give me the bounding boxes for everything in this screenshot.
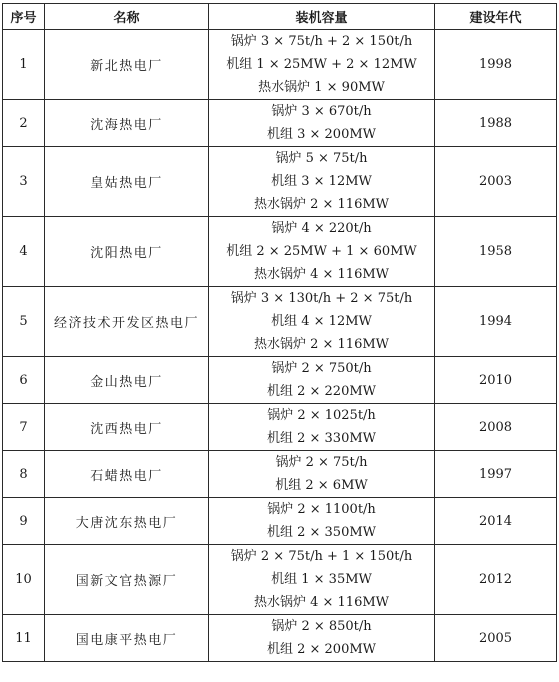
cell-seq: 10 [3, 545, 45, 615]
cell-year: 1998 [435, 30, 557, 100]
cell-plant-name: 新北热电厂 [45, 30, 209, 100]
table-row [3, 498, 557, 545]
cell-seq: 5 [3, 287, 45, 357]
capacity-line: 机组 1 × 25MW + 2 × 12MW [226, 57, 417, 72]
capacity-line: 机组 1 × 35MW [271, 572, 372, 587]
capacity-line: 机组 2 × 330MW [266, 431, 377, 446]
cell-seq: 6 [3, 357, 45, 404]
cell-capacity [209, 451, 435, 498]
cell-plant-name: 大唐沈东热电厂 [45, 498, 209, 545]
cell-seq: 1 [3, 30, 45, 100]
capacity-line: 热水锅炉 2 × 116MW [253, 337, 390, 352]
capacity-line: 锅炉 3 × 670t/h [271, 104, 372, 119]
table-body [3, 30, 557, 662]
cell-year: 2010 [435, 357, 557, 404]
table-row [3, 217, 557, 287]
capacity-line: 锅炉 2 × 1100t/h [267, 502, 376, 517]
cell-seq: 3 [3, 147, 45, 217]
cell-capacity [209, 100, 435, 147]
capacity-line: 机组 2 × 220MW [266, 384, 377, 399]
cell-year: 2005 [435, 615, 557, 662]
cell-capacity [209, 615, 435, 662]
cell-seq: 4 [3, 217, 45, 287]
cell-year: 2014 [435, 498, 557, 545]
cell-plant-name: 皇姑热电厂 [45, 147, 209, 217]
cell-plant-name: 沈阳热电厂 [45, 217, 209, 287]
cell-capacity [209, 287, 435, 357]
cell-plant-name: 沈西热电厂 [45, 404, 209, 451]
cell-capacity [209, 498, 435, 545]
cell-year: 1988 [435, 100, 557, 147]
capacity-line: 机组 2 × 25MW + 1 × 60MW [226, 244, 417, 259]
capacity-line: 机组 2 × 6MW [275, 478, 368, 493]
capacity-line: 锅炉 4 × 220t/h [271, 221, 372, 236]
capacity-line: 锅炉 3 × 75t/h + 2 × 150t/h [230, 34, 413, 49]
capacity-line: 锅炉 2 × 1025t/h [267, 408, 376, 423]
table-header-row [3, 4, 557, 30]
table-row [3, 147, 557, 217]
cell-capacity [209, 147, 435, 217]
capacity-line: 机组 2 × 200MW [266, 642, 377, 657]
capacity-line: 机组 4 × 12MW [271, 314, 372, 329]
power-plant-table [2, 3, 557, 662]
capacity-line: 热水锅炉 4 × 116MW [253, 595, 390, 610]
table-row [3, 287, 557, 357]
cell-capacity [209, 30, 435, 100]
cell-plant-name: 金山热电厂 [45, 357, 209, 404]
cell-plant-name: 国电康平热电厂 [45, 615, 209, 662]
table-row [3, 451, 557, 498]
cell-plant-name: 沈海热电厂 [45, 100, 209, 147]
cell-capacity [209, 217, 435, 287]
cell-year: 2003 [435, 147, 557, 217]
cell-year: 2008 [435, 404, 557, 451]
capacity-line: 热水锅炉 4 × 116MW [253, 267, 390, 282]
cell-capacity [209, 545, 435, 615]
capacity-line: 机组 2 × 350MW [266, 525, 377, 540]
cell-seq: 2 [3, 100, 45, 147]
capacity-line: 锅炉 3 × 130t/h + 2 × 75t/h [230, 291, 413, 306]
capacity-line: 锅炉 5 × 75t/h [275, 151, 368, 166]
table-row [3, 615, 557, 662]
header-capacity: 装机容量 [209, 4, 435, 30]
capacity-line: 机组 3 × 12MW [271, 174, 372, 189]
capacity-line: 锅炉 2 × 850t/h [271, 619, 372, 634]
table-row [3, 100, 557, 147]
capacity-line: 热水锅炉 2 × 116MW [253, 197, 390, 212]
cell-seq: 8 [3, 451, 45, 498]
cell-year: 2012 [435, 545, 557, 615]
header-year: 建设年代 [435, 4, 557, 30]
cell-plant-name: 石蜡热电厂 [45, 451, 209, 498]
cell-year: 1958 [435, 217, 557, 287]
capacity-line: 锅炉 2 × 750t/h [271, 361, 372, 376]
header-name: 名称 [45, 4, 209, 30]
table-row [3, 357, 557, 404]
cell-capacity [209, 357, 435, 404]
header-seq: 序号 [3, 4, 45, 30]
cell-year: 1997 [435, 451, 557, 498]
cell-plant-name: 经济技术开发区热电厂 [45, 287, 209, 357]
table-row [3, 545, 557, 615]
table-row [3, 404, 557, 451]
cell-capacity [209, 404, 435, 451]
capacity-line: 机组 3 × 200MW [266, 127, 377, 142]
cell-seq: 9 [3, 498, 45, 545]
capacity-line: 锅炉 2 × 75t/h + 1 × 150t/h [230, 549, 413, 564]
capacity-line: 锅炉 2 × 75t/h [275, 455, 368, 470]
cell-plant-name: 国新文官热源厂 [45, 545, 209, 615]
cell-year: 1994 [435, 287, 557, 357]
table-row [3, 30, 557, 100]
cell-seq: 7 [3, 404, 45, 451]
cell-seq: 11 [3, 615, 45, 662]
capacity-line: 热水锅炉 1 × 90MW [258, 80, 385, 95]
